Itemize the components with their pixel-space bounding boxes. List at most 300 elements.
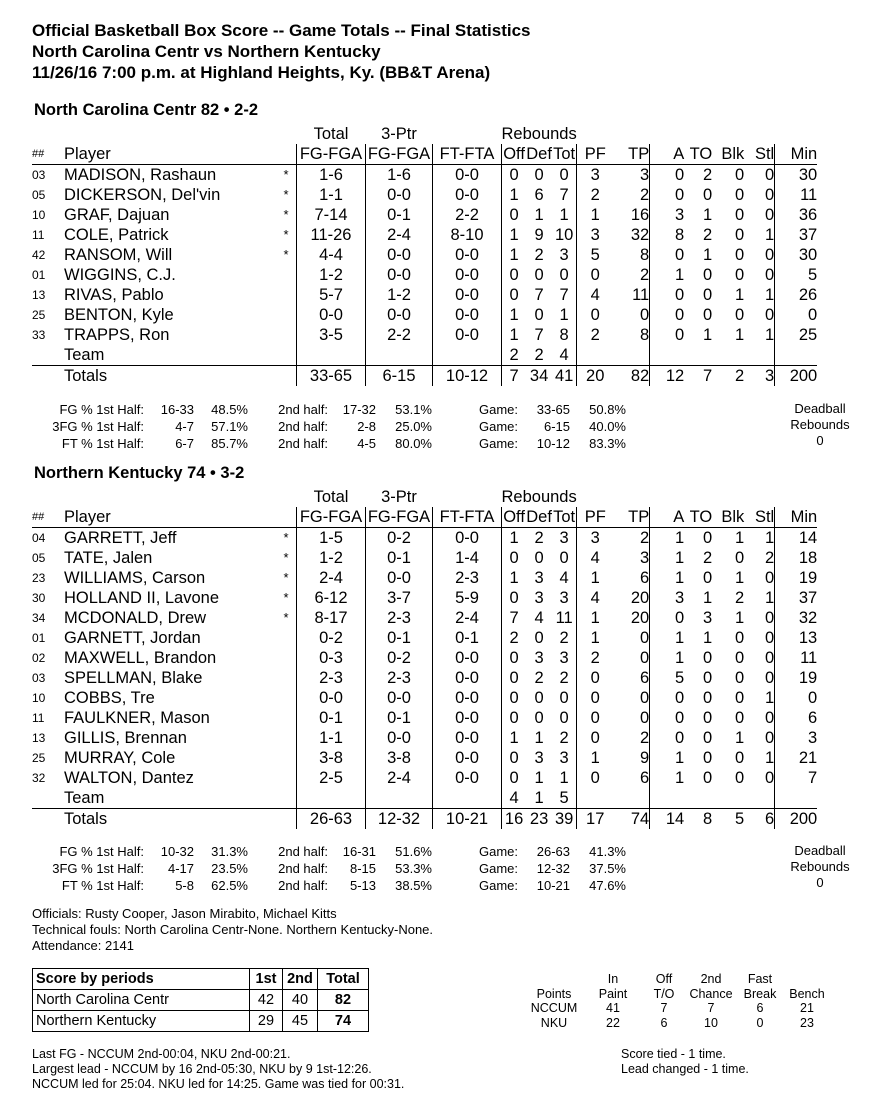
shooting-pct-nku [32,843,626,894]
blank [650,124,685,144]
off-reb: 1 [509,306,519,324]
jersey-number: 03 [32,168,46,182]
starter-mark [276,708,297,728]
ft: 0-0 [433,265,502,285]
def-reb: 3 [534,649,544,667]
assists: 8 [675,226,685,244]
steals: 0 [744,568,775,588]
tot-reb: 1 [552,768,577,788]
blank [276,507,297,528]
blank [744,124,775,144]
blank [712,124,744,144]
minutes: 37 [798,589,818,607]
blank [684,788,712,809]
player-row [32,205,817,225]
turnovers: 1 [703,206,713,224]
fg: 1-2 [297,548,366,568]
turnovers: 0 [703,669,713,687]
assists: 0 [675,709,685,727]
blank [744,487,775,507]
turnovers: 1 [703,246,713,264]
player-name: COBBS, Tre [64,689,155,707]
totals-row [32,366,817,387]
player-name: BENTON, Kyle [64,306,174,324]
blocks: 1 [735,286,745,304]
def-reb: 2 [534,246,544,264]
blank [577,788,614,809]
tot-reb: 8 [552,325,577,345]
tp: 20 [613,588,650,608]
box-score-table-nku [32,487,817,829]
pf: 20 [577,366,614,387]
blocks: 0 [735,689,745,707]
player-name: FAULKNER, Mason [64,709,210,727]
pct-gp: 37.5% [589,861,626,876]
pct-g: 33-65 [536,402,570,417]
player-name: WALTON, Dantez [64,769,194,787]
player-row [32,668,817,688]
three-pt: 1-6 [366,165,433,186]
ft: 0-0 [433,285,502,305]
ft: 0-0 [433,768,502,788]
steals: 0 [744,628,775,648]
player-name: GRAF, Dajuan [64,206,170,224]
lead-changed: Lead changed - 1 time. [621,1062,749,1076]
tot-reb: 3 [552,245,577,265]
off-reb: 0 [509,266,519,284]
off-reb: 0 [509,709,519,727]
starter-mark: * [283,550,289,565]
ft: 8-10 [433,225,502,245]
deadball-rebounds-nccu: Deadball Rebounds 0 [780,401,860,449]
tp: 8 [613,245,650,265]
tot-reb: 7 [552,285,577,305]
jersey-number: 13 [32,288,46,302]
blank [276,487,297,507]
pct-gp: 50.8% [589,402,626,417]
turnovers: 3 [703,609,713,627]
pct-g: 12-32 [536,861,570,876]
jersey-number: 11 [32,228,45,242]
steals: 0 [744,708,775,728]
pct-glabel: Game: [478,436,518,451]
jersey-number: 11 [32,711,45,725]
ft: 0-0 [433,305,502,325]
tot-reb: 0 [552,548,577,568]
tp: 6 [613,568,650,588]
pf: 5 [590,246,600,264]
steals: 1 [744,325,775,345]
minutes: 32 [798,609,818,627]
col-group-total: Total [313,125,349,143]
three-pt: 0-1 [366,708,433,728]
player-name: GILLIS, Brennan [64,729,187,747]
blank [684,487,712,507]
player-row [32,325,817,345]
steals: 0 [744,165,775,186]
assists: 0 [675,246,685,264]
player-name: WIGGINS, C.J. [64,266,176,284]
column-header [32,507,817,528]
assists: 0 [675,286,685,304]
player-row [32,728,817,748]
fg: 11-26 [297,225,366,245]
player-row [32,568,817,588]
blank [276,788,297,809]
off-reb: 1 [509,529,519,547]
fg: 0-2 [297,628,366,648]
col-fg: FG-FGA [297,144,366,165]
steals: 0 [744,728,775,748]
turnovers: 0 [703,286,713,304]
off-reb: 16 [502,809,527,830]
col-fg: FG-FGA [297,507,366,528]
col-stl: Stl [744,144,775,165]
tp: 3 [613,165,650,186]
tot-reb: 0 [552,708,577,728]
blank [433,487,502,507]
pct-h1: 5-8 [175,878,194,893]
ft: 0-0 [433,748,502,768]
turnovers: 2 [703,226,713,244]
turnovers: 0 [703,186,713,204]
steals: 1 [744,225,775,245]
shooting-pct-nccu [32,401,626,452]
pct-h2: 2-8 [357,419,376,434]
starter-mark: * [283,570,289,585]
three-pt: 2-2 [366,325,433,345]
pf: 3 [590,529,600,547]
blank [276,366,297,387]
player-row [32,285,817,305]
ft: 5-9 [433,588,502,608]
minutes: 21 [798,749,818,767]
blank [613,487,650,507]
breakdown-row: NCCUM 41 7 7 6 21 [530,1001,814,1015]
jersey-number: 33 [32,328,46,342]
turnovers: 1 [703,589,713,607]
three-pt: 0-0 [366,728,433,748]
turnovers: 8 [684,809,712,830]
steals: 2 [744,548,775,568]
fg: 2-4 [297,568,366,588]
blocks: 2 [735,589,745,607]
pct-h2p: 25.0% [395,419,432,434]
pct-h2p: 51.6% [395,844,432,859]
col-a: A [650,144,685,165]
pct-glabel: Game: [478,419,518,434]
blank [32,345,64,366]
jersey-number: 03 [32,671,46,685]
tp: 0 [613,648,650,668]
periods-row: North Carolina Centr 42 40 82 [33,990,369,1011]
blank [64,487,276,507]
starter-mark [276,285,297,305]
def-reb: 7 [534,326,544,344]
col-group-total: Total [313,488,349,506]
starter-mark [276,325,297,345]
pct-h2label: 2nd half: [278,844,328,859]
assists: 1 [675,749,685,767]
player-name: GARNETT, Jordan [64,629,201,647]
blank [433,124,502,144]
starter-mark [276,265,297,285]
blocks: 0 [735,749,745,767]
fg: 3-8 [297,748,366,768]
off-reb: 0 [509,649,519,667]
minutes: 7 [808,769,818,787]
ft: 0-0 [433,185,502,205]
assists: 1 [675,266,685,284]
blocks: 1 [735,569,745,587]
steals: 0 [744,185,775,205]
fg: 4-4 [297,245,366,265]
blocks: 0 [735,709,745,727]
pct-h2label: 2nd half: [278,436,328,451]
deadball-rebounds-nku: Deadball Rebounds 0 [780,843,860,891]
col-player: Player [64,507,276,528]
minutes: 200 [775,809,818,830]
blank [650,345,685,366]
pct-h2p: 53.1% [395,402,432,417]
pct-g: 10-12 [536,436,570,451]
blocks: 2 [712,366,744,387]
def-reb: 7 [534,286,544,304]
off-reb: 1 [509,326,519,344]
pct-h2label: 2nd half: [278,419,328,434]
player-name: RANSOM, Will [64,246,173,264]
def-reb: 1 [534,206,544,224]
assists: 1 [675,629,685,647]
off-reb: 1 [509,226,519,244]
tot-reb: 2 [552,668,577,688]
blocks: 1 [735,729,745,747]
tp: 2 [613,528,650,549]
col-def: Def [526,145,552,163]
player-row [32,165,817,186]
blocks: 5 [712,809,744,830]
three-pt: 6-15 [366,366,433,387]
totals-row [32,809,817,830]
team-label: Team [64,346,105,364]
header-date-venue: 11/26/16 7:00 p.m. at Highland Heights, Ky. (BB&T Arena) [32,63,491,82]
pf: 0 [590,689,600,707]
pct-h2label: 2nd half: [278,402,328,417]
tot-reb: 2 [552,728,577,748]
player-name: COLE, Patrick [64,226,169,244]
tot-reb: 3 [552,588,577,608]
jersey-number: 30 [32,591,46,605]
jersey-number: 05 [32,551,46,565]
three-pt: 0-1 [366,548,433,568]
pf: 4 [590,589,600,607]
player-row [32,245,817,265]
blocks: 0 [735,649,745,667]
assists: 0 [675,729,685,747]
fg: 7-14 [297,205,366,225]
steals: 1 [744,285,775,305]
turnovers: 1 [703,629,713,647]
pct-row [32,435,626,452]
ft: 10-21 [433,809,502,830]
blank [613,124,650,144]
pf: 4 [590,286,600,304]
pct-row [32,418,626,435]
pct-h1: 4-7 [175,419,194,434]
pf: 0 [590,306,600,324]
jersey-number: 01 [32,631,46,645]
tot-reb: 4 [552,568,577,588]
tot-reb: 41 [552,366,577,387]
turnovers: 0 [703,749,713,767]
minutes: 11 [800,649,818,667]
blank [712,487,744,507]
steals: 3 [744,366,775,387]
pct-glabel: Game: [478,402,518,417]
off-reb: 2 [509,346,519,364]
totals-label: Totals [64,809,276,830]
col-a: A [650,507,685,528]
starter-mark: * [283,227,289,242]
tp: 20 [613,608,650,628]
off-reb: 0 [509,689,519,707]
blank [366,788,433,809]
blank [613,345,650,366]
turnovers: 0 [703,569,713,587]
col-blk: Blk [712,507,744,528]
col-def: Def [526,508,552,526]
col-to: TO [684,507,712,528]
blank [276,809,297,830]
fg: 0-0 [297,688,366,708]
fg: 6-12 [297,588,366,608]
three-pt: 0-2 [366,648,433,668]
tp: 2 [613,728,650,748]
col-3fg: FG-FGA [366,144,433,165]
blank [433,788,502,809]
pct-g: 6-15 [543,419,570,434]
col-to: TO [684,144,712,165]
minutes: 0 [808,689,818,707]
blank [775,345,818,366]
starter-mark [276,628,297,648]
player-row [32,748,817,768]
pct-h2: 17-32 [342,402,376,417]
player-row [32,708,817,728]
three-pt: 2-4 [366,225,433,245]
turnovers: 0 [703,689,713,707]
pf: 3 [590,166,600,184]
jersey-number: 10 [32,208,46,222]
fg: 1-2 [297,265,366,285]
minutes: 6 [808,709,818,727]
pct-h2p: 53.3% [395,861,432,876]
tot-reb: 4 [552,345,577,366]
assists: 0 [675,166,685,184]
col-group-rebounds: Rebounds [501,488,577,506]
col-pf: PF [577,144,614,165]
col-3fg: FG-FGA [366,507,433,528]
steals: 0 [744,768,775,788]
col-group-3ptr: 3-Ptr [381,488,417,506]
assists: 0 [675,326,685,344]
tp: 16 [613,205,650,225]
starter-mark [276,748,297,768]
minutes: 18 [798,549,818,567]
minutes: 13 [798,629,818,647]
player-name: MURRAY, Cole [64,749,176,767]
pct-h2: 16-31 [342,844,376,859]
blank [32,788,64,809]
player-name: HOLLAND II, Lavone [64,589,219,607]
blank [577,487,614,507]
turnovers: 0 [703,649,713,667]
minutes: 37 [798,226,818,244]
blocks: 1 [735,529,745,547]
tp: 0 [613,305,650,325]
minutes: 36 [798,206,818,224]
pct-gp: 83.3% [589,436,626,451]
three-pt: 1-2 [366,285,433,305]
def-reb: 3 [534,589,544,607]
off-reb: 7 [509,609,519,627]
blank [433,345,502,366]
three-pt: 2-3 [366,668,433,688]
col-min: Min [775,507,818,528]
player-name: MCDONALD, Drew [64,609,207,627]
assists: 1 [675,649,685,667]
off-reb: 0 [509,749,519,767]
jersey-number: 02 [32,651,46,665]
blocks: 0 [735,266,745,284]
totals-label: Totals [64,366,276,387]
def-reb: 2 [534,346,544,364]
ft: 2-3 [433,568,502,588]
blank [775,788,818,809]
def-reb: 0 [534,306,544,324]
minutes: 19 [798,569,818,587]
player-row [32,688,817,708]
blank [276,144,297,165]
col-ft: FT-FTA [433,507,502,528]
blank [64,124,276,144]
minutes: 30 [798,246,818,264]
steals: 0 [744,245,775,265]
turnovers: 7 [684,366,712,387]
tot-reb: 0 [552,165,577,186]
blocks: 0 [735,629,745,647]
steals: 0 [744,265,775,285]
tot-reb: 10 [552,225,577,245]
blank [744,345,775,366]
tot-reb: 3 [552,528,577,549]
blank [32,487,64,507]
starter-mark: * [283,530,289,545]
pct-row [32,877,626,894]
header-matchup: North Carolina Centr vs Northern Kentucky [32,42,381,61]
def-reb: 1 [534,789,544,807]
steals: 1 [744,748,775,768]
steals: 0 [744,205,775,225]
pf: 17 [577,809,614,830]
three-pt: 0-0 [366,688,433,708]
blank [744,788,775,809]
def-reb: 0 [534,266,544,284]
attendance: Attendance: 2141 [32,938,134,953]
blocks: 0 [735,549,745,567]
scoring-breakdown: In Off 2nd Fast Points Paint T/O Chance Break Bench NCCUM 41 7 7 6 21 NKU 22 6 10 0 23 [525,972,831,1030]
blank [577,124,614,144]
